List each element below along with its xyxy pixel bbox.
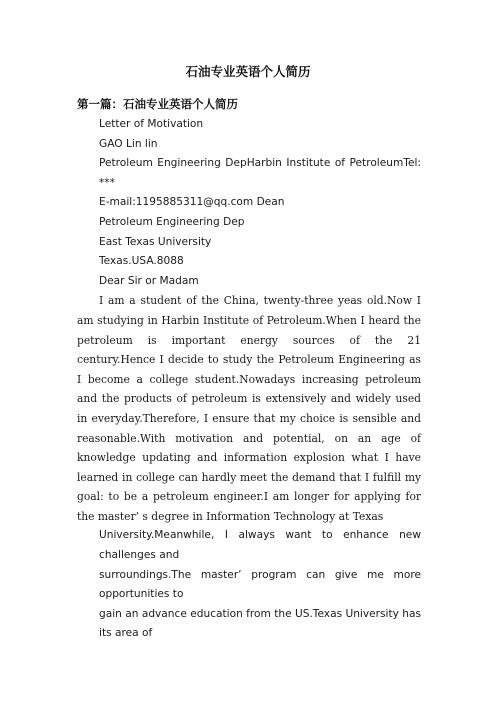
continuation-line-1: University.Meanwhile, I always want to enhance new challenges and [99, 529, 421, 562]
letter-title: Letter of Motivation [99, 118, 204, 130]
document-body [77, 115, 421, 644]
recipient-university: East Texas University [99, 235, 212, 248]
letter-paragraph: I am a student of the China, twenty-three yeas old.Now I am studying in Harbin Institute of Petroleum.When I heard the petroleum is important energy sources of the 21 century.Hence I decide to study the Petroleum Engineering as I become a college student.Nowadays increasing petroleum and the products of petroleum is extensively and widely used in everyday.Therefore, I ensure that my choice is sensible and reasonable.With motivation and potential, on an age of knowledge updating and information explosion what I have learned in college can hardly meet the demand that I fulfill my goal: to be a petroleum engineer.I am longer for applying for the master’ s degree in Information Technology at Texas [77, 294, 421, 523]
sender-name: GAO Lin lin [99, 137, 158, 150]
section-heading: 第一篇：石油专业英语个人简历 [77, 97, 238, 111]
sender-email: E-mail:1195885311@qq.com Dean [99, 196, 285, 209]
continuation-line-3: gain an advance education from the US.Texas University has its area of [99, 607, 421, 640]
document-title: 石油专业英语个人简历 [185, 64, 311, 79]
recipient-dept: Petroleum Engineering Dep [99, 215, 245, 228]
sender-address: Petroleum Engineering DepHarbin Institute of PetroleumTel: *** [99, 157, 421, 189]
continuation-line-2: surroundings.The master’ program can give me more opportunities to [99, 568, 421, 601]
recipient-address: Texas.USA.8088 [99, 255, 184, 268]
salutation: Dear Sir or Madam [99, 274, 199, 287]
